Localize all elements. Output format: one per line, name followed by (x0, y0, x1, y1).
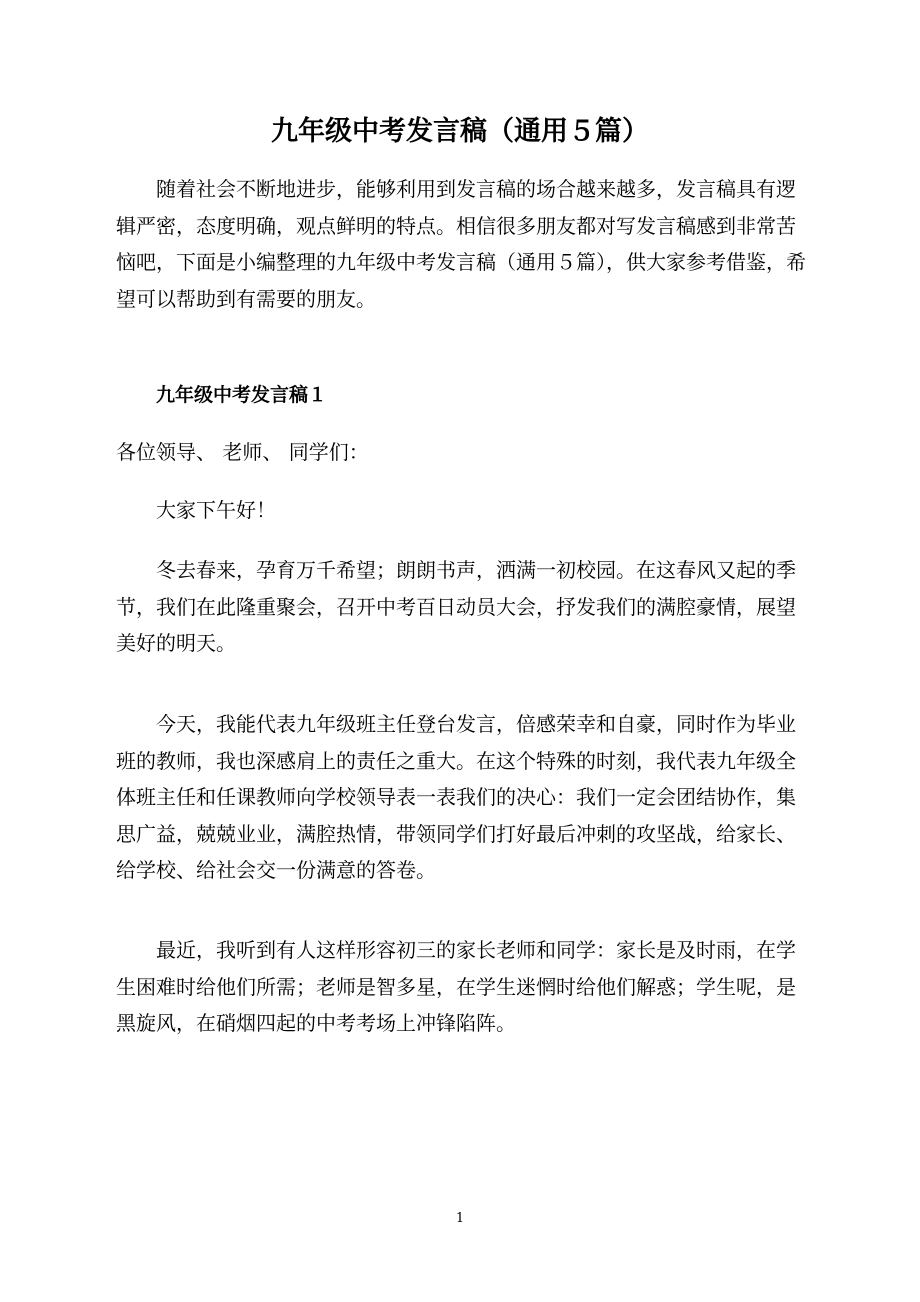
body-paragraph: 今天，我能代表九年级班主任登台发言，倍感荣幸和自豪，同时作为毕业班的教师，我也深感肩上的责任之重大。在这个特殊的时刻，我代表九年级全体班主任和任课教师向学校领导表一表我们的决心：我们一定会团结协作，集思广益，兢兢业业，满腔热情，带领同学们打好最后冲刺的攻坚战，给家长、给学校、给社会交一份满意的答卷。 (116, 712, 796, 882)
section-heading: 九年级中考发言稿１ (156, 384, 328, 406)
salutation: 各位领导、 老师、 同学们： (116, 440, 369, 464)
greeting: 大家下午好！ (156, 498, 276, 522)
body-paragraph: 最近，我听到有人这样形容初三的家长老师和同学：家长是及时雨，在学生困难时给他们所需；老师是智多星，在学生迷惘时给他们解惑；学生呢，是黑旋风，在硝烟四起的中考考场上冲锋陷阵。 (116, 938, 796, 1035)
body-paragraph: 冬去春来，孕育万千希望；朗朗书声，洒满一初校园。在这春风又起的季节，我们在此隆重聚会，召开中考百日动员大会，抒发我们的满腔豪情，展望美好的明天。 (116, 558, 796, 655)
document-title: 九年级中考发言稿（通用５篇） (271, 116, 649, 147)
page-number: 1 (455, 1211, 465, 1226)
intro-paragraph: 随着社会不断地进步，能够利用到发言稿的场合越来越多，发言稿具有逻辑严密，态度明确，观点鲜明的特点。相信很多朋友都对写发言稿感到非常苦恼吧，下面是小编整理的九年级中考发言稿（通用５篇），供大家参考借鉴，希望可以帮助到有需要的朋友。 (116, 177, 806, 311)
